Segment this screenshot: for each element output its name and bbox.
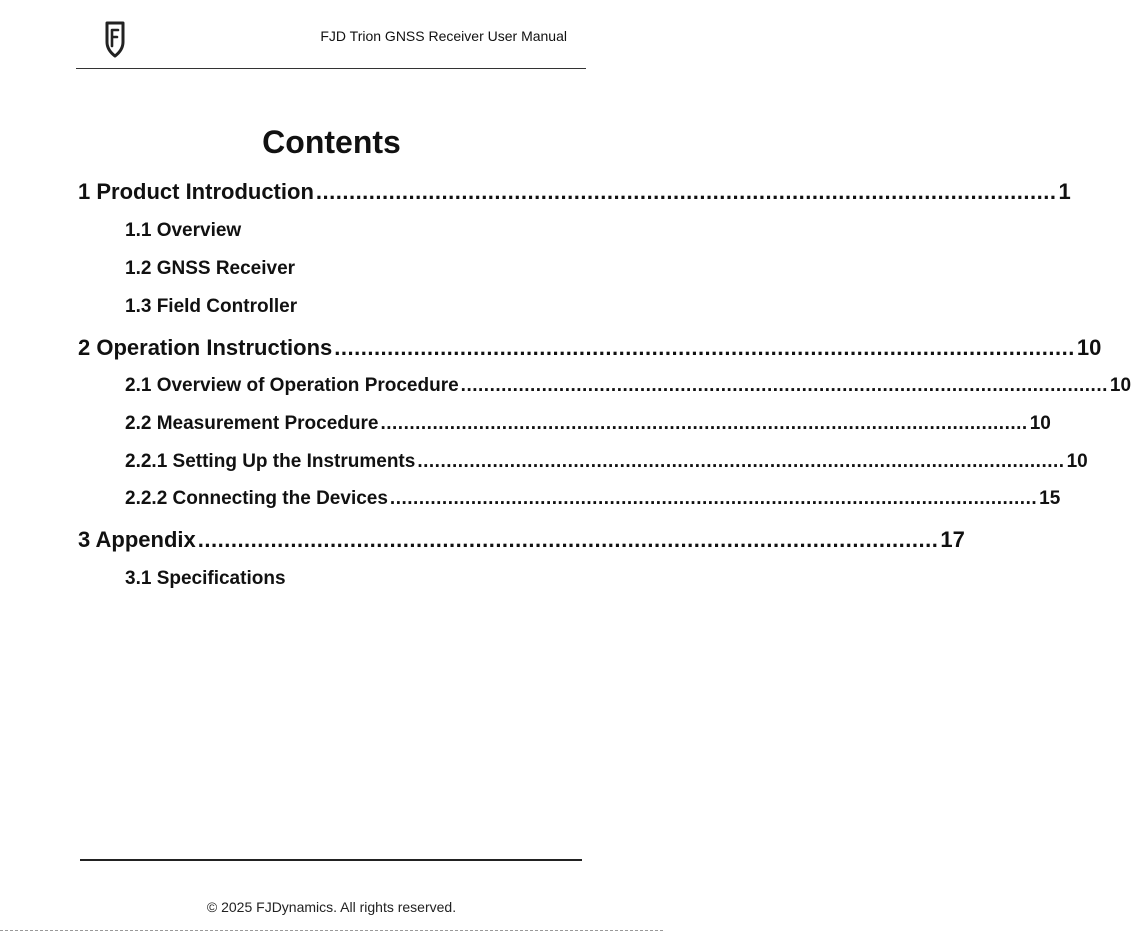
toc-entry-title: 2 Operation Instructions	[78, 335, 333, 360]
copyright-notice: © 2025 FJDynamics. All rights reserved.	[206, 899, 457, 915]
toc-leader: ................................................................................................................	[389, 488, 1038, 509]
toc-entry-page: 17	[940, 527, 965, 552]
toc-entry[interactable]	[125, 568, 583, 590]
toc-entry[interactable]	[125, 488, 1061, 510]
toc-entry-page: 1	[1058, 179, 1071, 204]
toc-entry-page: 10	[1029, 413, 1051, 434]
toc-entry-title: 2.2.1 Setting Up the Instruments	[125, 451, 416, 472]
toc-entry-page: 10	[1076, 335, 1102, 360]
toc-leader: ................................................................................................................	[334, 335, 1075, 360]
toc-entry[interactable]	[78, 179, 1071, 205]
header-title: FJD Trion GNSS Receiver User Manual	[320, 28, 567, 44]
header-divider	[76, 68, 586, 69]
toc-entry-title: 3.1 Specifications	[125, 568, 286, 589]
toc-entry-title: 2.1 Overview of Operation Procedure	[125, 375, 459, 396]
toc-entry-title: 1.1 Overview	[125, 220, 242, 241]
contents-title: Contents	[262, 124, 401, 160]
toc-entry-title: 1 Product Introduction	[78, 179, 314, 204]
toc-entry-page: 10	[1066, 451, 1088, 472]
toc-entry[interactable]	[125, 258, 583, 280]
fjd-logo-icon	[104, 20, 126, 58]
toc-entry[interactable]	[125, 375, 1131, 397]
toc-entry-title: 1.2 GNSS Receiver	[125, 258, 296, 279]
toc-entry-title: 2.2.2 Connecting the Devices	[125, 488, 388, 509]
toc-leader: ................................................................................................................	[460, 375, 1108, 396]
toc-entry[interactable]	[78, 527, 965, 553]
footer-divider	[80, 859, 582, 861]
toc-entry[interactable]	[125, 413, 1051, 435]
toc-entry-title: 1.3 Field Controller	[125, 296, 298, 317]
toc-entry[interactable]	[125, 220, 583, 242]
toc-entry-page: 10	[1109, 375, 1131, 396]
toc-leader: ................................................................................................................	[417, 451, 1065, 472]
page-edge-divider	[0, 930, 663, 931]
toc-entry[interactable]	[78, 335, 1102, 361]
toc-leader: ................................................................................................................	[315, 179, 1057, 204]
toc-entry-title: 3 Appendix	[78, 527, 196, 552]
toc-entry-title: 2.2 Measurement Procedure	[125, 413, 379, 434]
toc-entry-page: 15	[1039, 488, 1061, 509]
toc-leader: ................................................................................................................	[380, 413, 1028, 434]
toc-entry[interactable]	[125, 451, 1088, 473]
toc-leader: ................................................................................................................	[197, 527, 939, 552]
toc-entry[interactable]	[125, 296, 583, 318]
